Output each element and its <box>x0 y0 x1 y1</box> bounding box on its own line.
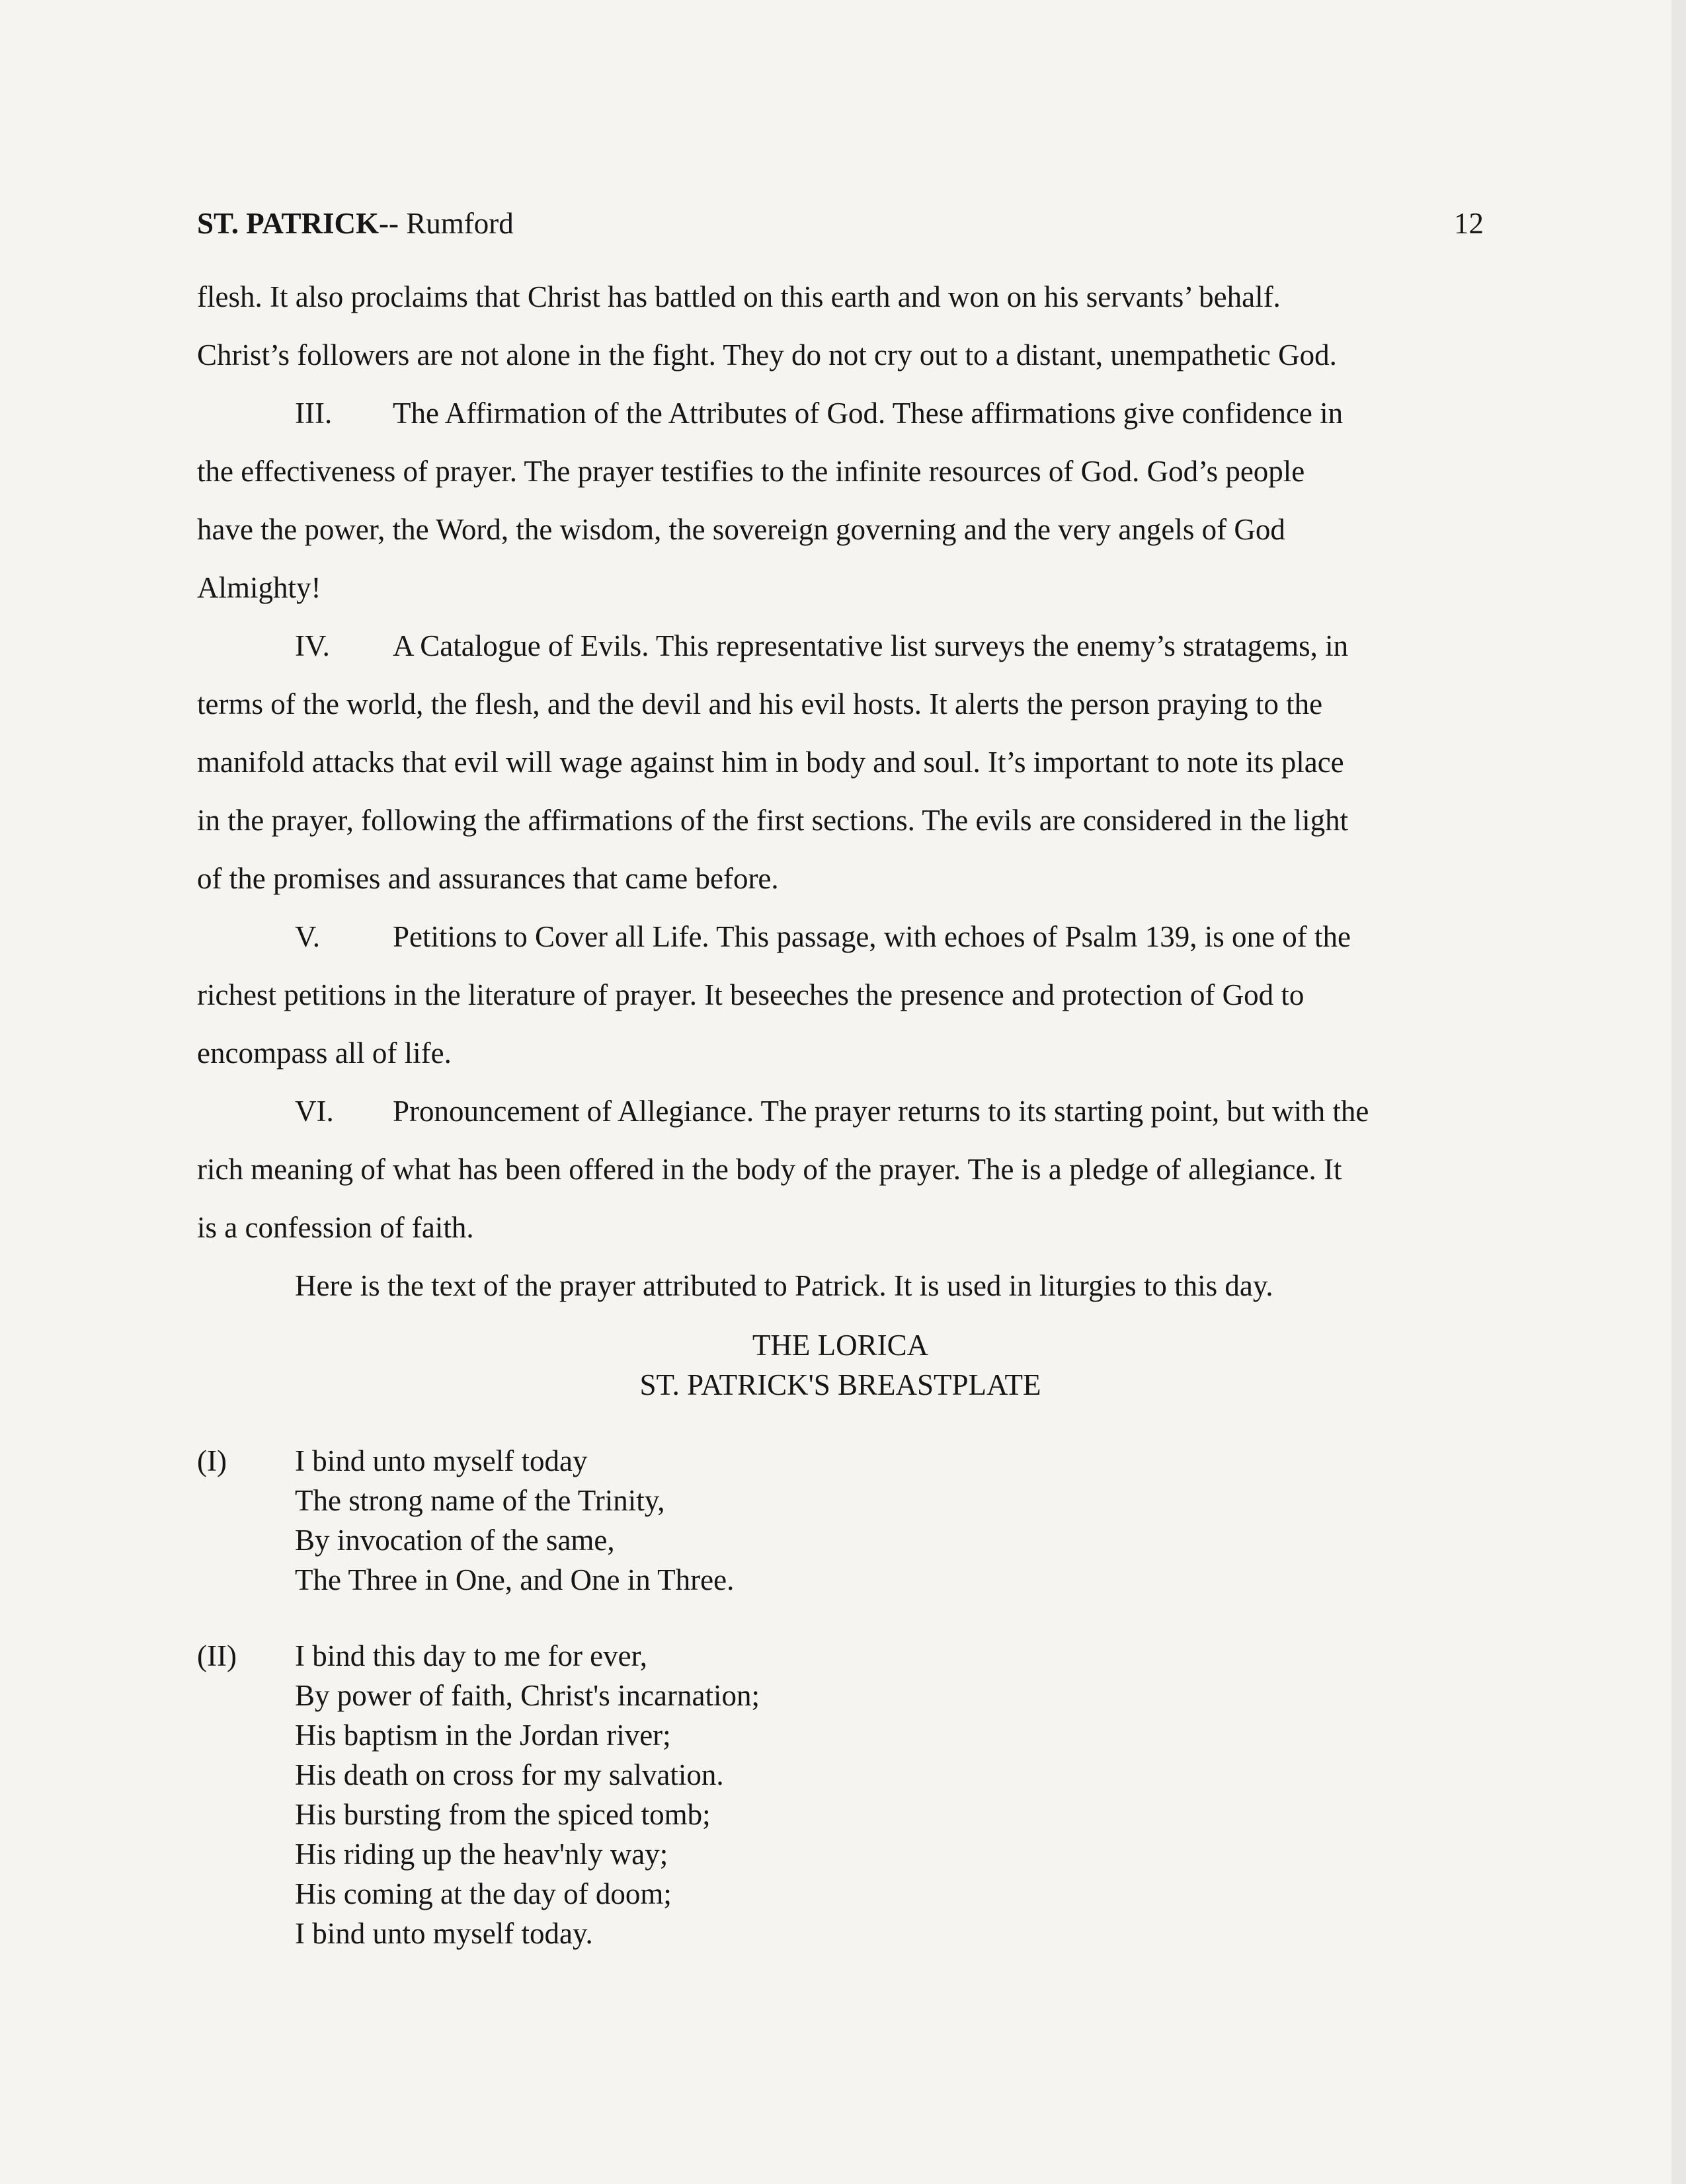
section-number: VI. <box>295 1095 334 1128</box>
header-author: Rumford <box>399 207 514 240</box>
section-text: Petitions to Cover all Life. This passage, with echoes of Psalm 139, is one of the <box>393 920 1351 953</box>
intro-line: Here is the text of the prayer attributed to Patrick. It is used in liturgies to this day. <box>295 1269 1273 1302</box>
section-text: Pronouncement of Allegiance. The prayer returns to its starting point, but with the <box>393 1095 1369 1128</box>
verse-line: By invocation of the same, <box>295 1524 615 1557</box>
verse-line: The Three in One, and One in Three. <box>295 1563 735 1596</box>
paragraph-line: richest petitions in the literature of prayer. It beseeches the presence and protection of God to <box>197 978 1305 1011</box>
section-heading-line <box>197 617 1484 675</box>
verse-line: His death on cross for my salvation. <box>295 1758 724 1791</box>
section-number: V. <box>295 920 320 953</box>
verse-line: The strong name of the Trinity, <box>295 1484 665 1517</box>
page-number: 12 <box>1454 207 1484 240</box>
verse-line: His coming at the day of doom; <box>295 1877 672 1910</box>
stanza-label: (II) <box>197 1639 237 1672</box>
paragraph-line: rich meaning of what has been offered in the body of the prayer. The is a pledge of allegiance. It <box>197 1153 1342 1186</box>
section-heading-line <box>197 384 1484 442</box>
stanza-label: (I) <box>197 1444 227 1477</box>
verse-line: His baptism in the Jordan river; <box>295 1719 671 1752</box>
verse-line: His riding up the heav'nly way; <box>295 1838 668 1871</box>
section-heading-line <box>197 1082 1484 1140</box>
paragraph-line: the effectiveness of prayer. The prayer testifies to the infinite resources of God. God’s people <box>197 455 1305 488</box>
page-edge-shadow <box>1671 0 1686 2184</box>
prayer-title: THE LORICA <box>752 1329 929 1362</box>
paragraph-line: Almighty! <box>197 571 321 604</box>
paragraph-line: of the promises and assurances that came before. <box>197 862 779 895</box>
paragraph-line: manifold attacks that evil will wage against him in body and soul. It’s important to note its place <box>197 746 1344 779</box>
paragraph-line: encompass all of life. <box>197 1036 452 1070</box>
paragraph-line: is a confession of faith. <box>197 1211 474 1244</box>
verse-line: By power of faith, Christ's incarnation; <box>295 1679 760 1712</box>
prayer-subtitle: ST. PATRICK'S BREASTPLATE <box>639 1368 1041 1401</box>
stanza-lines <box>295 1636 760 1953</box>
paragraph-line: have the power, the Word, the wisdom, the sovereign governing and the very angels of God <box>197 513 1285 546</box>
paragraph-line: Christ’s followers are not alone in the fight. They do not cry out to a distant, unempathetic God. <box>197 338 1337 371</box>
section-text: The Affirmation of the Attributes of God. These affirmations give confidence in <box>393 397 1344 430</box>
paragraph-line: terms of the world, the flesh, and the devil and his evil hosts. It alerts the person praying to the <box>197 687 1323 721</box>
verse-line: I bind this day to me for ever, <box>295 1639 648 1672</box>
section-number: IV. <box>295 629 330 662</box>
verse-line: I bind unto myself today <box>295 1444 588 1477</box>
verse-line: His bursting from the spiced tomb; <box>295 1798 711 1831</box>
section-text: A Catalogue of Evils. This representative list surveys the enemy’s stratagems, in <box>393 629 1349 662</box>
section-heading-line <box>197 908 1484 966</box>
section-number: III. <box>295 397 333 430</box>
paragraph-line: in the prayer, following the affirmations of the first sections. The evils are considered in the light <box>197 804 1349 837</box>
header-title: ST. PATRICK-- <box>197 207 399 240</box>
body-text <box>197 268 1484 1315</box>
paragraph-line: flesh. It also proclaims that Christ has battled on this earth and won on his servants’ behalf. <box>197 280 1281 313</box>
running-header <box>197 205 1484 242</box>
verse-line: I bind unto myself today. <box>295 1917 593 1950</box>
stanza-lines <box>295 1441 734 1600</box>
prayer-heading <box>197 1325 1484 1405</box>
